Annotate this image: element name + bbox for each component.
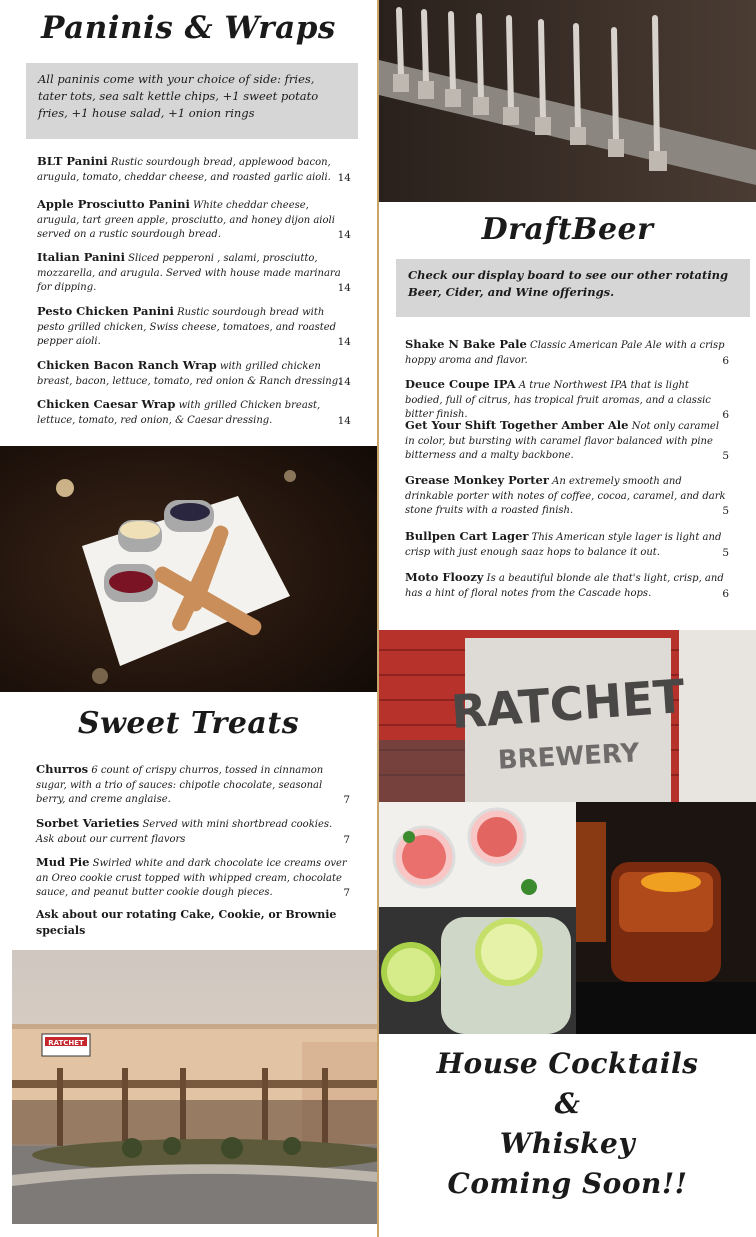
sweets-title: Sweet Treats xyxy=(77,706,300,741)
menu-item xyxy=(405,529,729,560)
item-price: 7 xyxy=(343,833,350,846)
item-name: Apple Prosciutto Panini xyxy=(37,197,190,211)
item-desc: This American style lager is light and crisp with just enough saaz hops to balance it out. xyxy=(405,532,722,558)
item-desc: Rustic sourdough bread with pesto grilled chicken, Swiss cheese, tomatoes, and roasted pepper aioli. xyxy=(37,307,337,347)
churros-photo xyxy=(0,446,377,692)
menu-item xyxy=(37,304,351,350)
menu-item xyxy=(405,377,729,423)
cocktails-line3: Whiskey xyxy=(499,1127,636,1160)
item-name: Italian Panini xyxy=(37,250,125,264)
item-desc: with grilled Chicken breast, lettuce, tomato, red onion, & Caesar dressing. xyxy=(37,400,321,426)
menu-item xyxy=(37,358,351,389)
item-price: 5 xyxy=(722,505,729,517)
item-desc: White cheddar cheese, arugula, tart green apple, prosciutto, and honey dijon aioli served on a rustic sourdough bread. xyxy=(37,200,335,240)
item-desc: 6 count of crispy churros, tossed in cinnamon sugar, with a trio of sauces: chipotle chocolate, seasonal berry, and creme anglaise. xyxy=(36,765,324,805)
item-desc: Rustic sourdough bread, applewood bacon, arugula, tomato, cheddar cheese, and roasted garlic aioli. xyxy=(37,157,331,183)
brewery-sign-photo xyxy=(379,630,756,802)
item-name: Chicken Bacon Ranch Wrap xyxy=(37,358,217,372)
menu-item xyxy=(37,154,351,185)
menu-item xyxy=(37,197,351,243)
brewery-sign-line1: RATCHET xyxy=(449,668,687,740)
item-name: Bullpen Cart Lager xyxy=(405,529,529,543)
item-price: 5 xyxy=(722,546,729,559)
item-price: 6 xyxy=(722,354,729,367)
item-desc: Swirled white and dark chocolate ice creams over an Oreo cookie crust topped with whipped cream, chocolate sauce, and peanut butter cookie dough pieces. xyxy=(36,858,347,898)
item-desc: Served with mini shortbread cookies. Ask about our current flavors xyxy=(36,819,333,845)
item-price: 7 xyxy=(343,794,350,806)
item-desc: Classic American Pale Ale with a crisp hoppy aroma and flavor. xyxy=(405,340,725,366)
menu-item xyxy=(405,418,729,464)
item-price: 5 xyxy=(722,450,729,462)
menu-item xyxy=(36,855,350,901)
menu-item xyxy=(36,816,350,847)
item-name: Chicken Caesar Wrap xyxy=(37,397,176,411)
menu-item xyxy=(405,473,729,519)
brewery-sign-line2: BREWERY xyxy=(497,738,641,776)
item-name: Get Your Shift Together Amber Ale xyxy=(405,418,629,432)
paninis-title: Paninis & Wraps xyxy=(41,10,336,46)
menu-item xyxy=(37,250,351,296)
item-price: 14 xyxy=(337,282,351,294)
item-name: Pesto Chicken Panini xyxy=(37,304,174,318)
item-price: 7 xyxy=(343,887,350,899)
item-name: BLT Panini xyxy=(37,154,108,168)
item-name: Churros xyxy=(36,762,89,776)
beer-display-note: Check our display board to see our other rotating Beer, Cider, and Wine offerings. xyxy=(396,259,750,317)
item-desc: Is a beautiful blonde ale that's light, crisp, and has a hint of floral notes from the Cascade hops. xyxy=(405,573,724,599)
cocktails-line4: Coming Soon!! xyxy=(447,1167,688,1200)
menu-item xyxy=(36,762,350,808)
item-name: Shake N Bake Pale xyxy=(405,337,527,351)
item-name: Grease Monkey Porter xyxy=(405,473,549,487)
item-desc: Sliced pepperoni , salami, prosciutto, mozzarella, and arugula. Served with house made marinara for dipping. xyxy=(37,253,341,293)
item-price: 14 xyxy=(337,171,351,184)
cocktails-line1: House Cocktails xyxy=(436,1047,699,1080)
beer-taps-photo xyxy=(379,0,756,202)
item-price: 6 xyxy=(722,587,729,600)
cocktails-line2: & xyxy=(554,1087,581,1120)
cocktails-photo xyxy=(379,802,756,1034)
item-price: 14 xyxy=(337,375,351,388)
item-desc: Not only caramel in color, but bursting with caramel flavor balanced with pine bitterness and a malty backbone. xyxy=(405,421,720,461)
special-text: Ask about our rotating Cake, Cookie, or Brownie specials xyxy=(36,908,337,937)
item-name: Sorbet Varieties xyxy=(36,816,140,830)
left-column xyxy=(0,0,377,1237)
sweets-special-note xyxy=(36,908,356,939)
item-price: 14 xyxy=(337,414,351,427)
item-name: Deuce Coupe IPA xyxy=(405,377,516,391)
menu-item xyxy=(405,570,729,601)
building-sign-text: RATCHET xyxy=(48,1039,84,1047)
item-desc: A true Northwest IPA that is light bodied, full of citrus, has tropical fruit aromas, and a classic bitter finish. xyxy=(405,380,711,420)
brewery-building-photo xyxy=(12,950,377,1224)
item-name: Moto Floozy xyxy=(405,570,484,584)
menu-item xyxy=(37,397,351,428)
beer-title: DraftBeer xyxy=(481,212,654,247)
item-desc: with grilled chicken breast, bacon, lettuce, tomato, red onion & Ranch dressing. xyxy=(37,361,342,387)
item-price: 6 xyxy=(722,409,729,421)
right-column xyxy=(379,0,756,1237)
item-price: 14 xyxy=(337,336,351,348)
item-price: 14 xyxy=(337,229,351,241)
paninis-sides-note: All paninis come with your choice of side: fries, tater tots, sea salt kettle chips, +1 sweet potato fries, +1 house salad, +1 onion rings xyxy=(26,63,358,139)
cocktails-coming-soon xyxy=(379,1044,756,1204)
item-desc: An extremely smooth and drinkable porter with notes of coffee, cocoa, caramel, and dark stone fruits with a roasted finish. xyxy=(405,476,726,516)
item-name: Mud Pie xyxy=(36,855,90,869)
menu-item xyxy=(405,337,729,368)
